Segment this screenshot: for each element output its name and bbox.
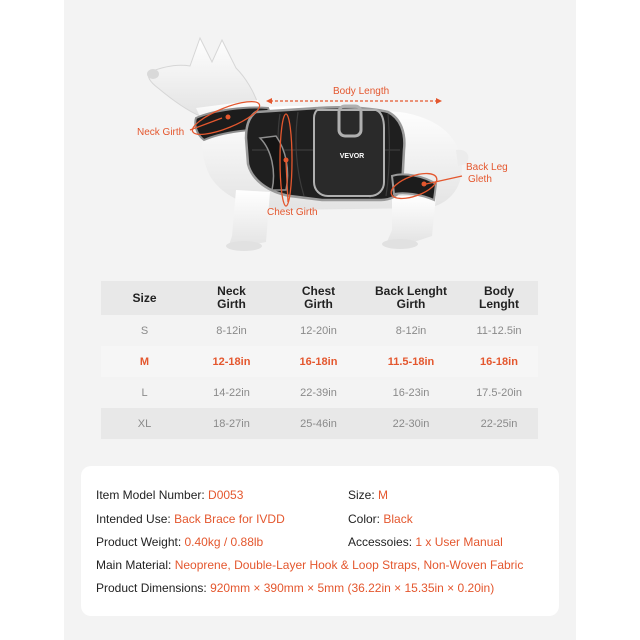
- cell-neck: 8-12in: [188, 315, 275, 346]
- cell-body: 22-25in: [460, 408, 538, 439]
- back-leg-girth-label: [466, 162, 508, 186]
- neck-girth-label: Neck Girth: [137, 127, 185, 138]
- spec-color: [348, 512, 413, 526]
- spec-accessories: [348, 535, 503, 549]
- size-chart-table: [101, 281, 538, 439]
- cell-chest: 12-20in: [275, 315, 362, 346]
- spec-model-number: [96, 488, 243, 502]
- body-length-label: Body Length: [333, 86, 390, 97]
- cell-size: S: [101, 315, 188, 346]
- cell-neck: 14-22in: [188, 377, 275, 408]
- spec-value: 0.40kg / 0.88lb: [184, 535, 264, 549]
- chest-girth-dot: [284, 158, 289, 163]
- spec-value: Neoprene, Double-Layer Hook & Loop Straps, Non-Woven Fabric: [174, 558, 524, 572]
- spec-label: Color:: [348, 512, 381, 526]
- cell-size: L: [101, 377, 188, 408]
- cell-chest: 22-39in: [275, 377, 362, 408]
- cell-back: 16-23in: [362, 377, 460, 408]
- cell-back: 11.5-18in: [362, 346, 460, 377]
- spec-size: [348, 488, 388, 502]
- cell-body: 17.5-20in: [460, 377, 538, 408]
- cell-back: 8-12in: [362, 315, 460, 346]
- spec-value: M: [378, 488, 389, 502]
- table-row: [101, 408, 538, 439]
- header-chest-girth: Chest Girth: [275, 281, 362, 315]
- spec-label: Item Model Number:: [96, 488, 205, 502]
- spec-card: [81, 466, 559, 616]
- table-header-row: [101, 281, 538, 315]
- spec-value: Back Brace for IVDD: [174, 512, 285, 526]
- spec-dimensions: [96, 581, 494, 595]
- table-row-highlighted: [101, 346, 538, 377]
- spec-material: [96, 558, 523, 572]
- back-leg-girth-label-line2: Gleth: [468, 174, 492, 185]
- back-leg-girth-label-line1: Back Leg: [466, 162, 508, 173]
- table-row: [101, 315, 538, 346]
- neck-girth-dot: [226, 115, 231, 120]
- cell-size: M: [101, 346, 188, 377]
- table-row: [101, 377, 538, 408]
- spec-label: Product Dimensions:: [96, 581, 207, 595]
- header-back-length-girth: Back Lenght Girth: [362, 281, 460, 315]
- header-neck-girth: Neck Girth: [188, 281, 275, 315]
- cell-body: 11-12.5in: [460, 315, 538, 346]
- spec-value: 1 x User Manual: [415, 535, 503, 549]
- cell-neck: 12-18in: [188, 346, 275, 377]
- brand-logo: VEVOR: [339, 153, 365, 160]
- cell-chest: 16-18in: [275, 346, 362, 377]
- header-body-length: Body Lenght: [460, 281, 538, 315]
- cell-body: 16-18in: [460, 346, 538, 377]
- spec-label: Intended Use:: [96, 512, 171, 526]
- header-size: Size: [101, 281, 188, 315]
- spec-value: 920mm × 390mm × 5mm (36.22in × 15.35in × 0.20in): [210, 581, 495, 595]
- spec-label: Accessoies:: [348, 535, 413, 549]
- spec-intended-use: [96, 512, 285, 526]
- spec-value: D0053: [208, 488, 244, 502]
- spec-weight: [96, 535, 263, 549]
- cell-size: XL: [101, 408, 188, 439]
- cell-neck: 18-27in: [188, 408, 275, 439]
- spec-label: Size:: [348, 488, 375, 502]
- cell-back: 22-30in: [362, 408, 460, 439]
- spec-value: Black: [383, 512, 413, 526]
- body-length-arrow-left: [266, 98, 272, 104]
- body-length-arrow-right: [436, 98, 442, 104]
- dog-brace-illustration: [0, 0, 640, 270]
- spec-label: Product Weight:: [96, 535, 182, 549]
- cell-chest: 25-46in: [275, 408, 362, 439]
- back-leg-girth-dot: [422, 182, 427, 187]
- chest-girth-label: Chest Girth: [267, 207, 318, 218]
- spec-label: Main Material:: [96, 558, 172, 572]
